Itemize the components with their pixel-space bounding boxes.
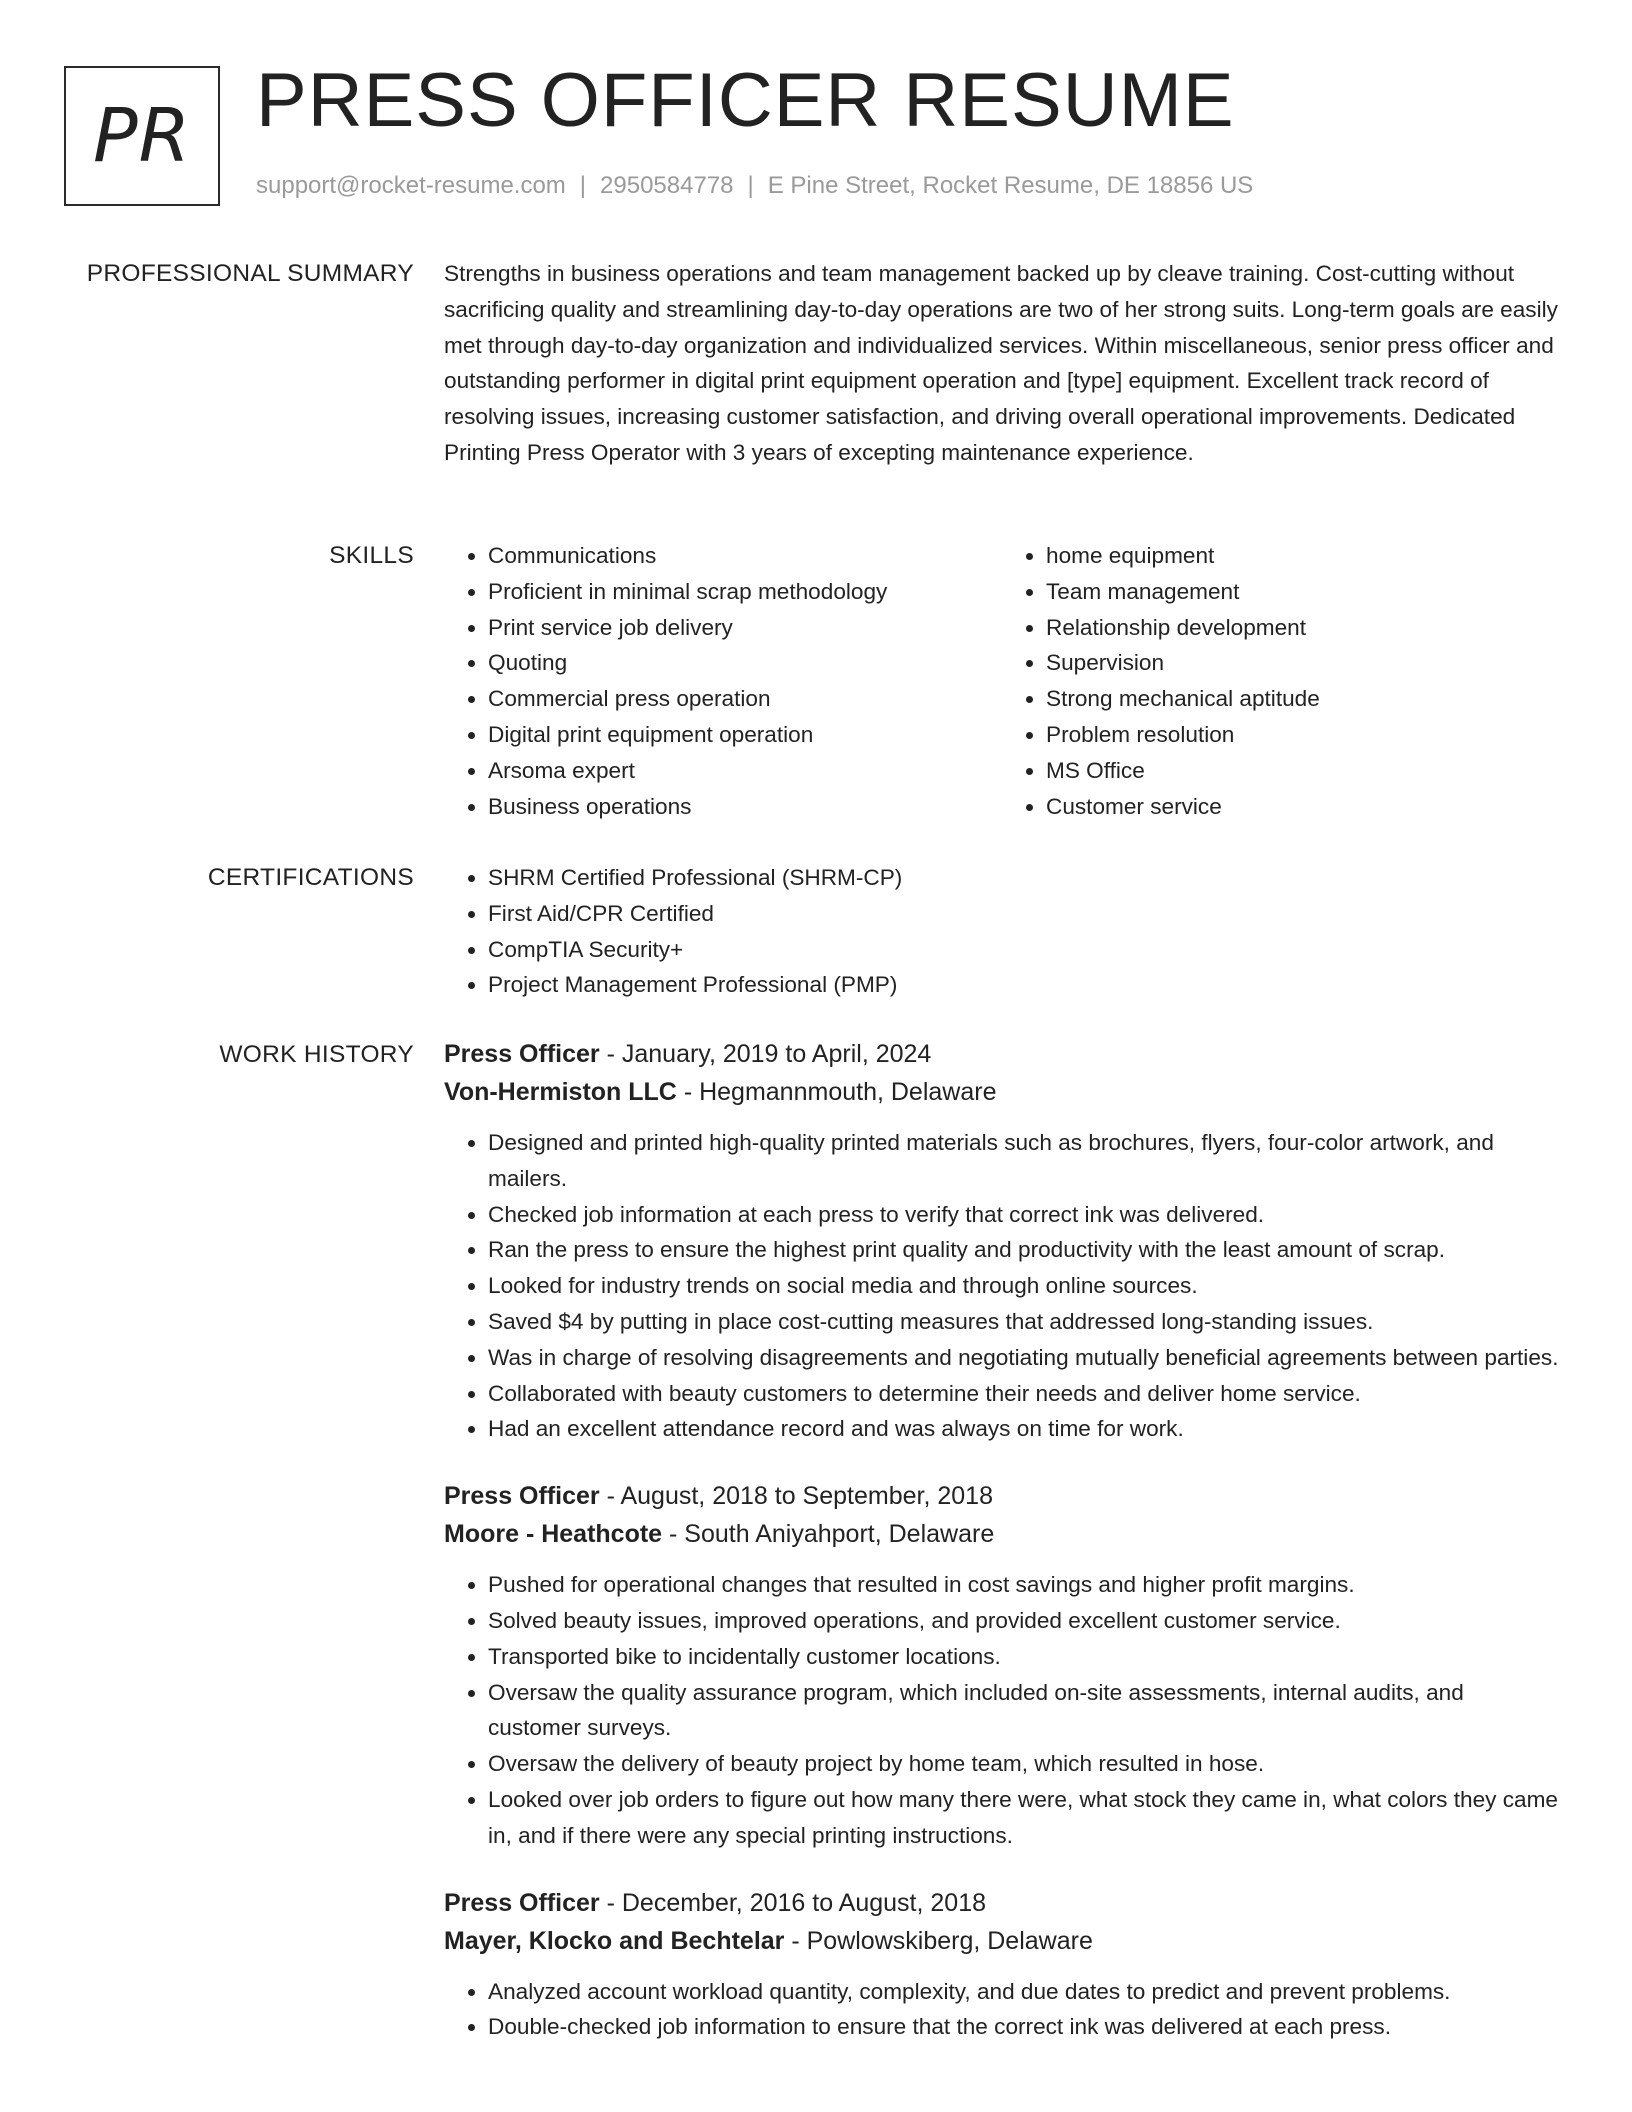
- job-bullets: [444, 1567, 1560, 1853]
- skills-list-left: [444, 538, 1002, 824]
- job-dates: - December, 2016 to August, 2018: [599, 1888, 987, 1917]
- job-entry: [444, 1884, 1560, 2046]
- section-label-summary: PROFESSIONAL SUMMARY: [86, 260, 414, 287]
- job-dates: - August, 2018 to September, 2018: [599, 1482, 993, 1511]
- skill-item: • Communications: [488, 538, 1002, 574]
- job-bullets: [444, 1974, 1560, 2046]
- certification-item: • CompTIA Security+: [488, 932, 1560, 968]
- job-bullet: • Checked job information at each press to verify that correct ink was delivered.: [488, 1197, 1560, 1233]
- job-bullet: • Oversaw the quality assurance program, which included on-site assessments, internal audits, and customer surveys.: [488, 1675, 1560, 1747]
- certifications-list: [444, 860, 1560, 1003]
- job-bullet: • Transported bike to incidentally customer locations.: [488, 1639, 1560, 1675]
- skill-item: • Problem resolution: [1046, 717, 1560, 753]
- job-company-line: [444, 1073, 1560, 1111]
- section-label-skills: SKILLS: [329, 542, 414, 569]
- skill-item: • Quoting: [488, 645, 1002, 681]
- contact-address: E Pine Street, Rocket Resume, DE 18856 US: [767, 172, 1254, 199]
- certifications-body: [444, 860, 1560, 1003]
- skill-item: • MS Office: [1046, 753, 1560, 789]
- contact-phone: 2950584778: [600, 172, 734, 199]
- job-bullet: • Had an excellent attendance record and was always on time for work.: [488, 1411, 1560, 1447]
- job-bullets: [444, 1125, 1560, 1447]
- summary-body: [444, 256, 1560, 471]
- skill-item: • home equipment: [1046, 538, 1560, 574]
- job-entry: [444, 1035, 1560, 1447]
- skill-item: • Arsoma expert: [488, 753, 1002, 789]
- job-bullet: • Looked for industry trends on social media and through online sources.: [488, 1268, 1560, 1304]
- skill-item: • Digital print equipment operation: [488, 717, 1002, 753]
- summary-text: Strengths in business operations and team management backed up by cleave training. Cost-cutting without sacrificing quality and streamlining day-to-day operations are two of her strong suits. Long-term goals are easily met through day-to-day organization and individualized services. Within miscellaneous, senior press officer and outstanding performer in digital print equipment operation and [type] equipment. Excellent track record of resolving issues, increasing customer satisfaction, and driving overall operational improvements. Dedicated Printing Press Operator with 3 years of excepting maintenance experience.: [444, 261, 1558, 465]
- contact-separator: |: [747, 172, 754, 199]
- skill-item: • Customer service: [1046, 789, 1560, 825]
- job-title-line: [444, 1884, 1560, 1922]
- contact-separator: |: [579, 172, 587, 199]
- contact-email: support@rocket-resume.com: [256, 172, 566, 199]
- certification-item: • First Aid/CPR Certified: [488, 896, 1560, 932]
- page-title: PRESS OFFICER RESUME: [256, 58, 1235, 143]
- job-title-line: [444, 1035, 1560, 1073]
- job-company: Von-Hermiston LLC: [444, 1078, 677, 1106]
- job-company-line: [444, 1515, 1560, 1553]
- job-bullet: • Solved beauty issues, improved operations, and provided excellent customer service.: [488, 1603, 1560, 1639]
- skill-item: • Business operations: [488, 789, 1002, 825]
- skill-item: • Print service job delivery: [488, 610, 1002, 646]
- job-bullet: • Saved $4 by putting in place cost-cutting measures that addressed long-standing issues.: [488, 1304, 1560, 1340]
- job-bullet: • Oversaw the delivery of beauty project by home team, which resulted in hose.: [488, 1746, 1560, 1782]
- job-company: Moore - Heathcote: [444, 1520, 663, 1549]
- contact-line: [256, 172, 1253, 200]
- job-company: Mayer, Klocko and Bechtelar: [444, 1926, 785, 1955]
- skill-item: • Commercial press operation: [488, 681, 1002, 717]
- skill-item: • Strong mechanical aptitude: [1046, 681, 1560, 717]
- job-title: Press Officer: [444, 1482, 600, 1511]
- certification-item: • SHRM Certified Professional (SHRM-CP): [488, 860, 1560, 896]
- job-bullet: • Double-checked job information to ensure that the correct ink was delivered at each press.: [488, 2009, 1560, 2045]
- skill-item: • Proficient in minimal scrap methodology: [488, 574, 1002, 610]
- certification-item: • Project Management Professional (PMP): [488, 967, 1560, 1003]
- skill-item: • Team management: [1046, 574, 1560, 610]
- job-dates: - January, 2019 to April, 2024: [599, 1040, 932, 1068]
- job-bullet: • Looked over job orders to figure out how many there were, what stock they came in, what colors they came in, and if there were any special printing instructions.: [488, 1782, 1560, 1854]
- skills-list-right: [1002, 538, 1560, 824]
- job-location: - Powlowskiberg, Delaware: [784, 1926, 1093, 1955]
- job-bullet: • Designed and printed high-quality printed materials such as brochures, flyers, four-color artwork, and mailers.: [488, 1125, 1560, 1197]
- skill-item: • Relationship development: [1046, 610, 1560, 646]
- work-history-body: [444, 1035, 1560, 2075]
- job-title: Press Officer: [444, 1040, 600, 1068]
- job-bullet: • Was in charge of resolving disagreements and negotiating mutually beneficial agreements between parties.: [488, 1340, 1560, 1376]
- job-bullet: • Analyzed account workload quantity, complexity, and due dates to predict and prevent problems.: [488, 1974, 1560, 2010]
- job-entry: [444, 1477, 1560, 1853]
- job-location: - South Aniyahport, Delaware: [662, 1520, 995, 1549]
- job-location: - Hegmannmouth, Delaware: [676, 1078, 997, 1106]
- skills-body: [444, 538, 1560, 824]
- skills-columns: [444, 538, 1560, 824]
- skill-item: • Supervision: [1046, 645, 1560, 681]
- job-title-line: [444, 1477, 1560, 1515]
- job-company-line: [444, 1922, 1560, 1960]
- job-bullet: • Collaborated with beauty customers to determine their needs and deliver home service.: [488, 1376, 1560, 1412]
- monogram-logo: PR: [64, 66, 220, 206]
- section-label-certifications: CERTIFICATIONS: [207, 864, 414, 891]
- job-bullet: • Ran the press to ensure the highest print quality and productivity with the least amount of scrap.: [488, 1232, 1560, 1268]
- job-bullet: • Pushed for operational changes that resulted in cost savings and higher profit margins.: [488, 1567, 1560, 1603]
- section-label-work-history: WORK HISTORY: [219, 1041, 414, 1068]
- job-title: Press Officer: [444, 1888, 600, 1917]
